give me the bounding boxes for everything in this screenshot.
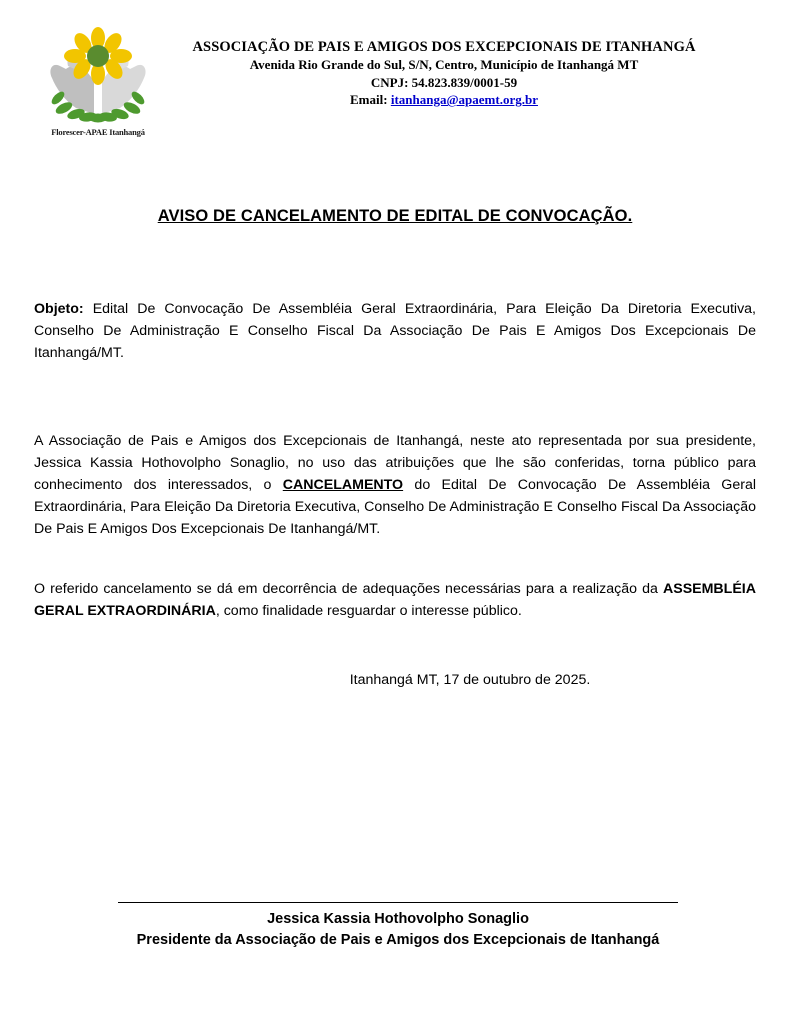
reference-paragraph — [34, 578, 756, 622]
organization-logo — [34, 22, 162, 137]
objeto-label: Objeto: — [34, 301, 84, 317]
signature-block — [0, 902, 796, 953]
date-location-line: Itanhangá MT, 17 de outubro de 2025. — [349, 672, 591, 688]
organization-address: Avenida Rio Grande do Sul, S/N, Centro, Município de Itanhangá MT — [249, 57, 639, 73]
email-link[interactable]: itanhanga@apaemt.org.br — [390, 92, 538, 108]
apae-flower-logo-icon — [38, 22, 158, 126]
main-text-part1: A Associação de Pais e Amigos dos Excepcionais de Itanhangá, neste ato representada por sua presidente, Jessica Kassia Hothovolpho Sonaglio, no uso das atribuições que lhe são conferidas, torna público para conhecimento dos interessados, o — [34, 433, 756, 493]
objeto-text: Edital De Convocação De Assembléia Geral Extraordinária, Para Eleição Da Diretoria Executiva, Conselho De Administração E Conselho Fiscal Da Associação De Pais E Amigos Dos Excepcionais De Itanhangá/MT. — [34, 301, 756, 361]
logo-caption: Florescer-APAE Itanhangá — [51, 127, 145, 137]
header-text-block — [162, 22, 756, 109]
cancelamento-highlight: CANCELAMENTO — [282, 477, 404, 493]
signatory-name: Jessica Kassia Hothovolpho Sonaglio — [267, 910, 529, 927]
objeto-paragraph — [34, 298, 756, 364]
main-text-part2: do Edital De Convocação De Assembléia Geral Extraordinária, Para Eleição Da Diretoria Executiva, Conselho De Administração E Conselho Fiscal Da Associação De Pais E Amigos Dos Excepcionais De Itanhangá/MT. — [34, 477, 757, 537]
page-title: AVISO DE CANCELAMENTO DE EDITAL DE CONVOCAÇÃO. — [157, 207, 633, 225]
assembleia-highlight: ASSEMBLÉIA GERAL EXTRAORDINÁRIA — [34, 581, 756, 619]
ref-text-part2: , como finalidade resguardar o interesse público. — [215, 603, 522, 619]
document-header — [0, 0, 796, 137]
main-paragraph — [34, 430, 756, 540]
signatory-role: Presidente da Associação de Pais e Amigos dos Excepcionais de Itanhangá — [136, 932, 660, 949]
organization-cnpj: CNPJ: 54.823.839/0001-59 — [370, 74, 518, 90]
organization-name: ASSOCIAÇÃO DE PAIS E AMIGOS DOS EXCEPCIONAIS DE ITANHANGÁ — [192, 39, 696, 55]
email-label: Email: — [350, 92, 388, 108]
document-content — [0, 207, 796, 688]
ref-text-part1: O referido cancelamento se dá em decorrência de adequações necessárias para a realização da — [34, 581, 663, 597]
signature-line — [118, 902, 678, 903]
organization-email-line — [162, 91, 726, 109]
